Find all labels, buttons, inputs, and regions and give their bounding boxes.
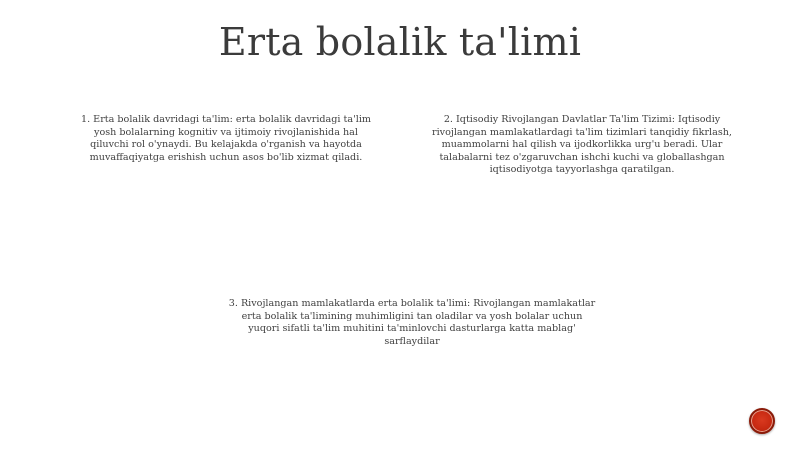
red-circle-nav-button-icon[interactable] <box>749 408 775 434</box>
paragraph-3: 3. Rivojlangan mamlakatlarda erta bolalik ta'limi: Rivojlangan mamlakatlar erta bolalik ta'limining muhimligini tan oladilar va yosh bolalar uchun yuqori sifatli ta'lim muhitini ta'minlovchi dasturlarga katta mablag' sarflaydilar <box>228 298 596 347</box>
paragraph-2: 2. Iqtisodiy Rivojlangan Davlatlar Ta'lim Tizimi: Iqtisodiy rivojlangan mamlakatlardagi ta'lim tizimlari tanqidiy fikrlash, muammolarni hal qilish va ijodkorlikka urg'u beradi. Ular talabalarni tez o'zgaruvchan ishchi kuchi va globallashgan iqtisodiyotga tayyorlashga qaratilgan. <box>432 114 732 175</box>
paragraph-1: 1. Erta bolalik davridagi ta'lim: erta bolalik davridagi ta'lim yosh bolalarning kognitiv va ijtimoiy rivojlanishida hal qiluvchi rol o'ynaydi. Bu kelajakda o'rganish va hayotda muvaffaqiyatga erishish uchun asos bo'lib xizmat qiladi. <box>80 114 371 163</box>
slide-title: Erta bolalik ta'limi <box>218 20 582 64</box>
